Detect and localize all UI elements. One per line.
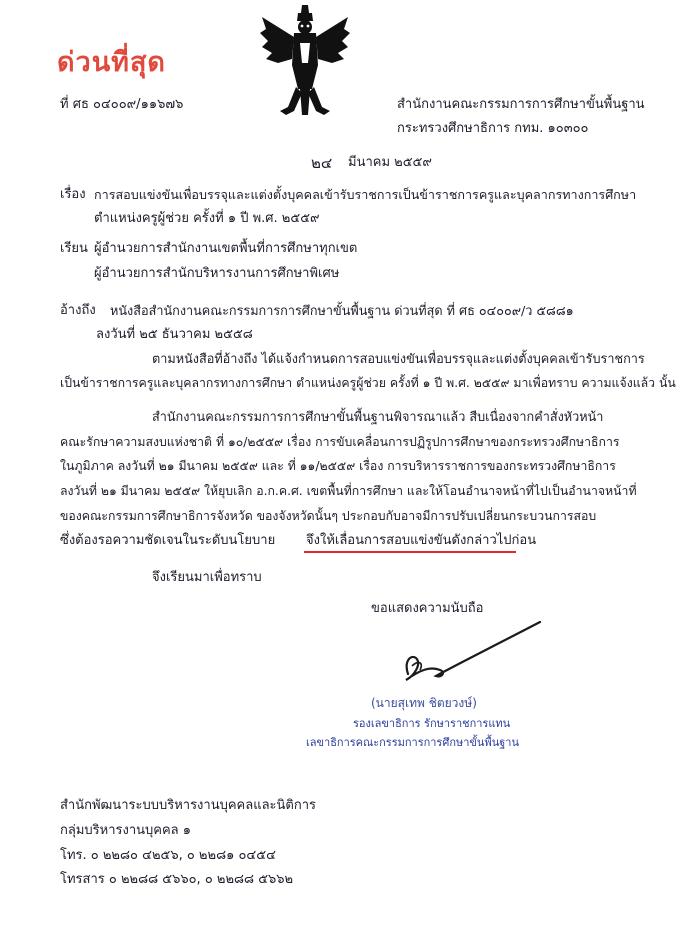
signer-name: (นายสุเทพ ชิตยวงษ์) xyxy=(371,696,477,710)
regards: ขอแสดงความนับถือ xyxy=(371,601,484,616)
subject-line-1: การสอบแข่งขันเพื่อบรรจุและแต่งตั้งบุคคลเข้ารับราชการเป็นข้าราชการครูและบุคลากรทางการศึกษา xyxy=(94,187,637,202)
garuda-emblem-icon xyxy=(258,3,352,119)
to-line-1: ผู้อำนวยการสำนักงานเขตพื้นที่การศึกษาทุกเขต xyxy=(94,241,358,256)
reference-number: ที่ ศธ ๐๔๐๐๙/๑๑๖๗๖ xyxy=(60,97,184,112)
date-day: ๒๔ xyxy=(311,154,333,172)
paragraph-2-line-5: ของคณะกรรมการศึกษาธิการจังหวัด ของจังหวัดนั้นๆ ประกอบกับอาจมีการปรับเปลี่ยนกระบวนการสอบ xyxy=(60,509,597,523)
footer-group: กลุ่มบริหารงานบุคคล ๑ xyxy=(60,823,192,838)
to-line-2: ผู้อำนวยการสำนักบริหารงานการศึกษาพิเศษ xyxy=(94,266,340,281)
paragraph-1-line-2: เป็นข้าราชการครูและบุคลากรทางการศึกษา ตำแหน่งครูผู้ช่วย ครั้งที่ ๑ ปี พ.ศ. ๒๕๕๙ มาเพื่อทราบ ความแจ้งแล้ว นั้น xyxy=(60,376,676,390)
footer-fax: โทรสาร ๐ ๒๒๘๘ ๕๖๖๐, ๐ ๒๒๘๘ ๕๖๖๒ xyxy=(60,872,294,887)
paragraph-2-line-6a: ซึ่งต้องรอความชัดเจนในระดับนโยบาย xyxy=(60,533,276,548)
closing-line: จึงเรียนมาเพื่อทราบ xyxy=(152,570,262,585)
paragraph-2-line-2: คณะรักษาความสงบแห่งชาติ ที่ ๑๐/๒๕๕๙ เรื่อง การขับเคลื่อนการปฏิรูปการศึกษาของกระทรวงศึกษาธิการ xyxy=(60,435,620,449)
subject-label: เรื่อง xyxy=(60,187,86,202)
date-month-year: มีนาคม ๒๕๕๙ xyxy=(348,155,432,170)
decision-underline xyxy=(304,551,516,553)
subject-line-2: ตำแหน่งครูผู้ช่วย ครั้งที่ ๑ ปี พ.ศ. ๒๕๕๙ xyxy=(94,211,320,226)
reference-line-1: หนังสือสำนักงานคณะกรรมการการศึกษาขั้นพื้นฐาน ด่วนที่สุด ที่ ศธ ๐๔๐๐๙/ว ๕๘๘๑ xyxy=(110,303,574,318)
urgent-label: ด่วนที่สุด xyxy=(57,47,166,78)
office-name: สำนักงานคณะกรรมการการศึกษาขั้นพื้นฐาน xyxy=(397,97,645,112)
paragraph-2-line-3: ในภูมิภาค ลงวันที่ ๒๑ มีนาคม ๒๕๕๙ และ ที่ ๑๑/๒๕๕๙ เรื่อง การบริหารราชการของกระทรวงศึกษาธิการ xyxy=(60,459,616,473)
handwritten-signature xyxy=(380,618,550,690)
office-address: กระทรวงศึกษาธิการ กทม. ๑๐๓๐๐ xyxy=(397,121,589,136)
paragraph-2-line-1: สำนักงานคณะกรรมการการศึกษาขั้นพื้นฐานพิจารณาแล้ว สืบเนื่องจากคำสั่งหัวหน้า xyxy=(152,409,604,424)
to-label: เรียน xyxy=(60,241,88,256)
footer-department: สำนักพัฒนาระบบบริหารงานบุคคลและนิติการ xyxy=(60,798,317,813)
signer-position-1: รองเลขาธิการ รักษาราชการแทน xyxy=(353,717,511,730)
highlighted-decision: จึงให้เลื่อนการสอบแข่งขันดังกล่าวไปก่อน xyxy=(306,533,537,548)
paragraph-2-line-4: ลงวันที่ ๒๑ มีนาคม ๒๕๕๙ ให้ยุบเลิก อ.ก.ค.ศ. เขตพื้นที่การศึกษา และให้โอนอำนาจหน้าที่ไปเป็นอำนาจหน้าที่ xyxy=(60,484,637,498)
footer-telephone: โทร. ๐ ๒๒๘๐ ๔๒๕๖, ๐ ๒๒๘๑ ๐๔๕๔ xyxy=(60,848,276,863)
signer-position-2: เลขาธิการคณะกรรมการการศึกษาขั้นพื้นฐาน xyxy=(306,736,519,749)
reference-line-2: ลงวันที่ ๒๕ ธันวาคม ๒๕๕๘ xyxy=(96,327,253,342)
reference-label: อ้างถึง xyxy=(60,303,96,318)
paragraph-1-line-1: ตามหนังสือที่อ้างถึง ได้แจ้งกำหนดการสอบแข่งขันเพื่อบรรจุและแต่งตั้งบุคคลเข้ารับราชการ xyxy=(152,351,645,366)
